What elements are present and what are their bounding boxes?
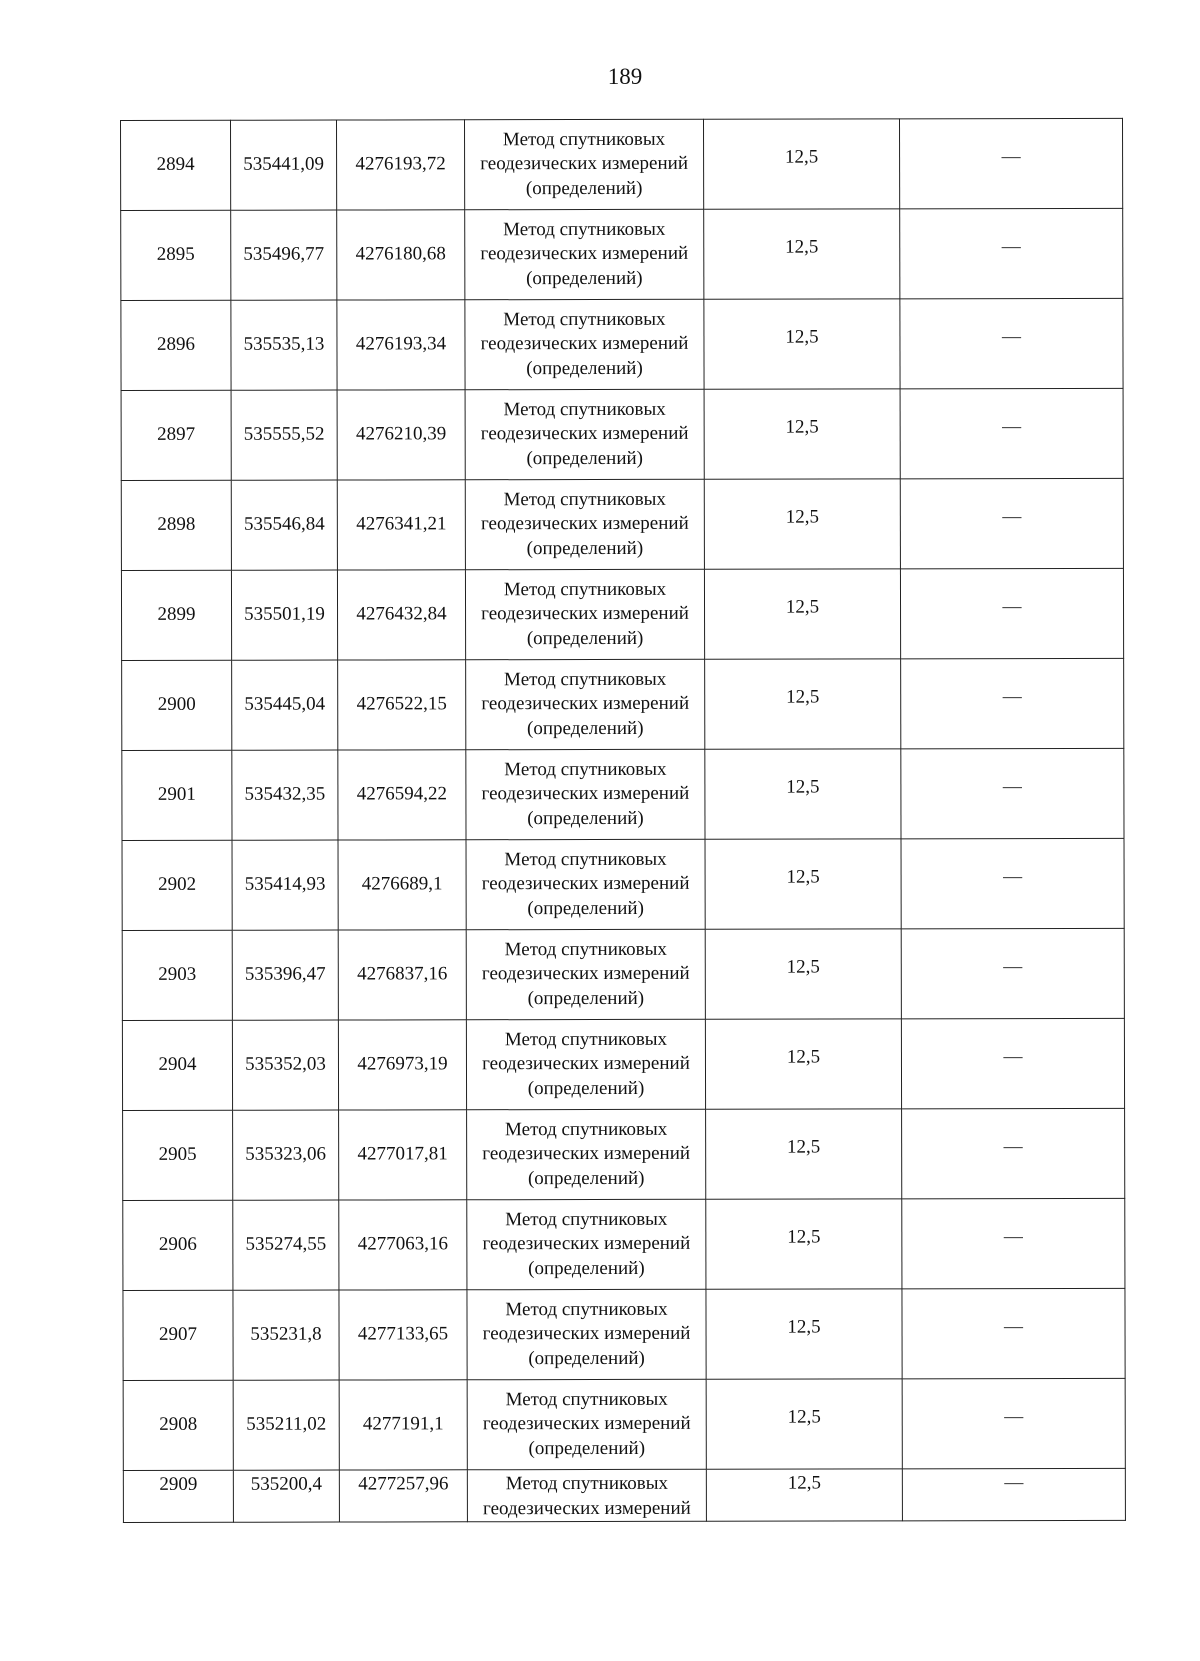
method-line: геодезических измерений	[482, 1143, 691, 1165]
accuracy-value: 12,5	[787, 1316, 821, 1338]
coordinates-table-body	[121, 118, 1126, 1522]
dash-value: —	[1002, 686, 1022, 708]
method-line: (определений)	[526, 267, 643, 289]
method-line: (определений)	[527, 987, 645, 1009]
y-coordinate-cell: 4276522,15	[338, 660, 466, 750]
extra-cell	[902, 1378, 1125, 1468]
x-coordinate-cell: 535211,02	[233, 1380, 339, 1470]
method-line: геодезических измерений	[482, 1323, 691, 1345]
table-row	[123, 1288, 1125, 1380]
method-line: (определений)	[527, 1167, 645, 1189]
point-number-cell: 2907	[123, 1290, 233, 1380]
point-number-cell: 2898	[121, 480, 231, 570]
method-line: (определений)	[526, 447, 643, 469]
method-cell	[467, 1289, 706, 1380]
point-number-cell: 2909	[123, 1470, 233, 1522]
accuracy-value: 12,5	[787, 1406, 821, 1428]
dash-value: —	[1001, 236, 1021, 258]
method-line: Метод спутниковых	[505, 1298, 668, 1320]
y-coordinate-cell: 4276837,16	[338, 930, 466, 1020]
y-coordinate-cell: 4276210,39	[337, 390, 465, 480]
accuracy-cell	[706, 1469, 902, 1521]
method-cell	[465, 569, 704, 660]
method-cell	[466, 929, 705, 1020]
accuracy-value: 12,5	[786, 1046, 821, 1068]
accuracy-cell	[705, 929, 901, 1019]
y-coordinate-cell: 4276341,21	[337, 480, 465, 570]
extra-cell	[899, 118, 1122, 208]
table-row	[122, 838, 1124, 930]
accuracy-cell	[704, 209, 900, 299]
point-number-cell: 2903	[122, 930, 232, 1020]
dash-value: —	[1001, 326, 1021, 348]
method-line: (определений)	[527, 1077, 645, 1099]
method-line: геодезических измерений	[481, 603, 689, 625]
dash-value: —	[1002, 776, 1022, 798]
extra-cell	[902, 1468, 1125, 1520]
extra-cell	[901, 1018, 1124, 1108]
accuracy-cell	[703, 119, 899, 209]
x-coordinate-cell: 535555,52	[231, 390, 337, 480]
method-line: геодезических измерений	[480, 153, 689, 175]
y-coordinate-cell: 4277017,81	[339, 1110, 467, 1200]
accuracy-value: 12,5	[785, 596, 820, 618]
method-cell	[465, 299, 704, 390]
extra-cell	[900, 568, 1123, 658]
method-line: Метод спутниковых	[504, 1118, 668, 1140]
method-line: (определений)	[526, 627, 644, 649]
method-line: Метод спутниковых	[503, 398, 666, 420]
method-line: (определений)	[525, 177, 643, 199]
method-cell	[467, 1199, 706, 1290]
x-coordinate-cell: 535546,84	[231, 480, 337, 570]
method-line: (определений)	[527, 807, 644, 829]
accuracy-cell	[704, 299, 900, 389]
method-line: Метод спутниковых	[503, 308, 666, 330]
method-line: Метод спутниковых	[504, 1028, 668, 1050]
dash-value: —	[1002, 416, 1022, 438]
x-coordinate-cell: 535396,47	[232, 930, 338, 1020]
accuracy-value: 12,5	[786, 866, 820, 888]
dash-value: —	[1001, 146, 1021, 168]
x-coordinate-cell: 535200,4	[233, 1470, 339, 1522]
extra-cell	[902, 1288, 1125, 1378]
extra-cell	[901, 838, 1124, 928]
extra-cell	[902, 1198, 1125, 1288]
x-coordinate-cell: 535501,19	[231, 570, 337, 660]
x-coordinate-cell: 535274,55	[233, 1200, 339, 1290]
x-coordinate-cell: 535441,09	[231, 120, 337, 210]
point-number-cell: 2902	[122, 840, 232, 930]
method-line: геодезических измерений	[480, 243, 689, 265]
method-line: Метод спутниковых	[504, 938, 667, 960]
extra-cell	[902, 1108, 1125, 1198]
method-line: (определений)	[528, 1437, 646, 1459]
accuracy-value: 12,5	[787, 1472, 822, 1494]
dash-value: —	[1003, 1046, 1023, 1068]
x-coordinate-cell: 535323,06	[233, 1110, 339, 1200]
method-line: геодезических измерений	[480, 333, 689, 355]
method-cell	[465, 389, 704, 480]
dash-value: —	[1003, 1226, 1023, 1248]
table-row	[121, 118, 1123, 210]
accuracy-cell	[705, 839, 901, 929]
accuracy-cell	[706, 1109, 902, 1199]
y-coordinate-cell: 4277257,96	[339, 1470, 467, 1522]
dash-value: —	[1003, 866, 1023, 888]
method-cell	[466, 749, 705, 840]
table-row	[123, 1468, 1125, 1522]
method-line: Метод спутниковых	[503, 578, 667, 600]
y-coordinate-cell: 4276432,84	[337, 570, 465, 660]
x-coordinate-cell: 535352,03	[232, 1020, 338, 1110]
accuracy-cell	[706, 1379, 902, 1469]
table-row	[121, 298, 1123, 390]
point-number-cell: 2908	[123, 1380, 233, 1470]
x-coordinate-cell: 535535,13	[231, 300, 337, 390]
table-row	[122, 748, 1124, 840]
dash-value: —	[1004, 1472, 1024, 1494]
method-cell	[466, 1019, 705, 1110]
dash-value: —	[1002, 506, 1022, 528]
method-line: геодезических измерений	[480, 513, 689, 535]
point-number-cell: 2899	[121, 570, 231, 660]
dash-value: —	[1004, 1406, 1024, 1428]
extra-cell	[900, 298, 1123, 388]
method-cell	[467, 1469, 706, 1522]
method-line: геодезических измерений	[482, 1053, 690, 1075]
accuracy-cell	[705, 659, 901, 749]
y-coordinate-cell: 4276193,34	[337, 300, 465, 390]
table-row	[123, 1108, 1125, 1200]
method-cell	[467, 1109, 706, 1200]
accuracy-value: 12,5	[785, 236, 819, 258]
table-row	[121, 388, 1123, 480]
method-line: геодезических измерений	[482, 1497, 691, 1519]
accuracy-value: 12,5	[784, 146, 819, 168]
method-cell	[466, 839, 705, 930]
method-line: Метод спутниковых	[504, 848, 667, 870]
method-line: геодезических измерений	[482, 1233, 691, 1255]
method-cell	[465, 209, 704, 300]
method-line: Метод спутниковых	[504, 668, 667, 690]
extra-cell	[900, 388, 1123, 478]
method-line: Метод спутниковых	[505, 1388, 668, 1410]
accuracy-cell	[705, 1019, 901, 1109]
accuracy-value: 12,5	[785, 506, 819, 528]
accuracy-value: 12,5	[787, 1226, 821, 1248]
method-cell	[466, 659, 705, 750]
method-line: (определений)	[528, 1347, 645, 1369]
table-row	[121, 568, 1123, 660]
accuracy-value: 12,5	[787, 1136, 821, 1158]
dash-value: —	[1002, 596, 1022, 618]
x-coordinate-cell: 535445,04	[232, 660, 338, 750]
x-coordinate-cell: 535496,77	[231, 210, 337, 300]
method-line: геодезических измерений	[482, 1413, 691, 1435]
point-number-cell: 2906	[123, 1200, 233, 1290]
dash-value: —	[1004, 1316, 1024, 1338]
dash-value: —	[1003, 1136, 1023, 1158]
method-line: (определений)	[526, 357, 643, 379]
method-line: геодезических измерений	[480, 423, 689, 445]
method-line: Метод спутниковых	[505, 1472, 669, 1495]
extra-cell	[901, 748, 1124, 838]
y-coordinate-cell: 4276594,22	[338, 750, 466, 840]
accuracy-cell	[706, 1289, 902, 1379]
method-line: Метод спутниковых	[505, 1208, 668, 1230]
method-line: (определений)	[526, 537, 644, 559]
accuracy-cell	[706, 1199, 902, 1289]
y-coordinate-cell: 4276180,68	[337, 210, 465, 300]
accuracy-value: 12,5	[785, 326, 819, 348]
table-row	[123, 1378, 1125, 1470]
coordinates-table	[120, 118, 1126, 1523]
extra-cell	[901, 928, 1124, 1018]
method-line: геодезических измерений	[481, 963, 690, 985]
method-cell	[465, 119, 704, 210]
method-line: (определений)	[527, 897, 644, 919]
method-line: (определений)	[528, 1257, 645, 1279]
method-cell	[467, 1379, 706, 1470]
accuracy-value: 12,5	[786, 956, 820, 978]
accuracy-value: 12,5	[786, 776, 820, 798]
table-row	[122, 658, 1124, 750]
accuracy-value: 12,5	[785, 416, 819, 438]
method-line: Метод спутниковых	[503, 488, 666, 510]
method-line: геодезических измерений	[481, 873, 690, 895]
method-line: геодезических измерений	[481, 783, 690, 805]
table-row	[123, 1198, 1125, 1290]
point-number-cell: 2895	[121, 210, 231, 300]
extra-cell	[901, 658, 1124, 748]
table-row	[121, 478, 1123, 570]
accuracy-cell	[704, 389, 900, 479]
method-line: Метод спутниковых	[503, 218, 666, 240]
accuracy-value: 12,5	[786, 686, 820, 708]
point-number-cell: 2904	[122, 1020, 232, 1110]
y-coordinate-cell: 4276689,1	[338, 840, 466, 930]
table-row	[121, 208, 1123, 300]
point-number-cell: 2896	[121, 300, 231, 390]
point-number-cell: 2901	[122, 750, 232, 840]
y-coordinate-cell: 4277133,65	[339, 1290, 467, 1380]
x-coordinate-cell: 535414,93	[232, 840, 338, 930]
extra-cell	[900, 478, 1123, 568]
dash-value: —	[1003, 956, 1023, 978]
point-number-cell: 2897	[121, 390, 231, 480]
accuracy-cell	[704, 569, 900, 659]
table-row	[122, 1018, 1124, 1110]
table-row	[122, 928, 1124, 1020]
x-coordinate-cell: 535231,8	[233, 1290, 339, 1380]
x-coordinate-cell: 535432,35	[232, 750, 338, 840]
method-line: (определений)	[526, 717, 644, 739]
method-line: Метод спутниковых	[504, 758, 667, 780]
point-number-cell: 2905	[123, 1110, 233, 1200]
accuracy-cell	[705, 749, 901, 839]
point-number-cell: 2900	[122, 660, 232, 750]
method-line: геодезических измерений	[481, 693, 690, 715]
extra-cell	[900, 208, 1123, 298]
point-number-cell: 2894	[121, 120, 231, 210]
page-number: 189	[607, 64, 643, 89]
y-coordinate-cell: 4276973,19	[338, 1020, 466, 1110]
accuracy-cell	[704, 479, 900, 569]
method-cell	[465, 479, 704, 570]
y-coordinate-cell: 4277063,16	[339, 1200, 467, 1290]
method-line: Метод спутниковых	[502, 128, 666, 150]
y-coordinate-cell: 4277191,1	[339, 1380, 467, 1470]
y-coordinate-cell: 4276193,72	[337, 120, 465, 210]
